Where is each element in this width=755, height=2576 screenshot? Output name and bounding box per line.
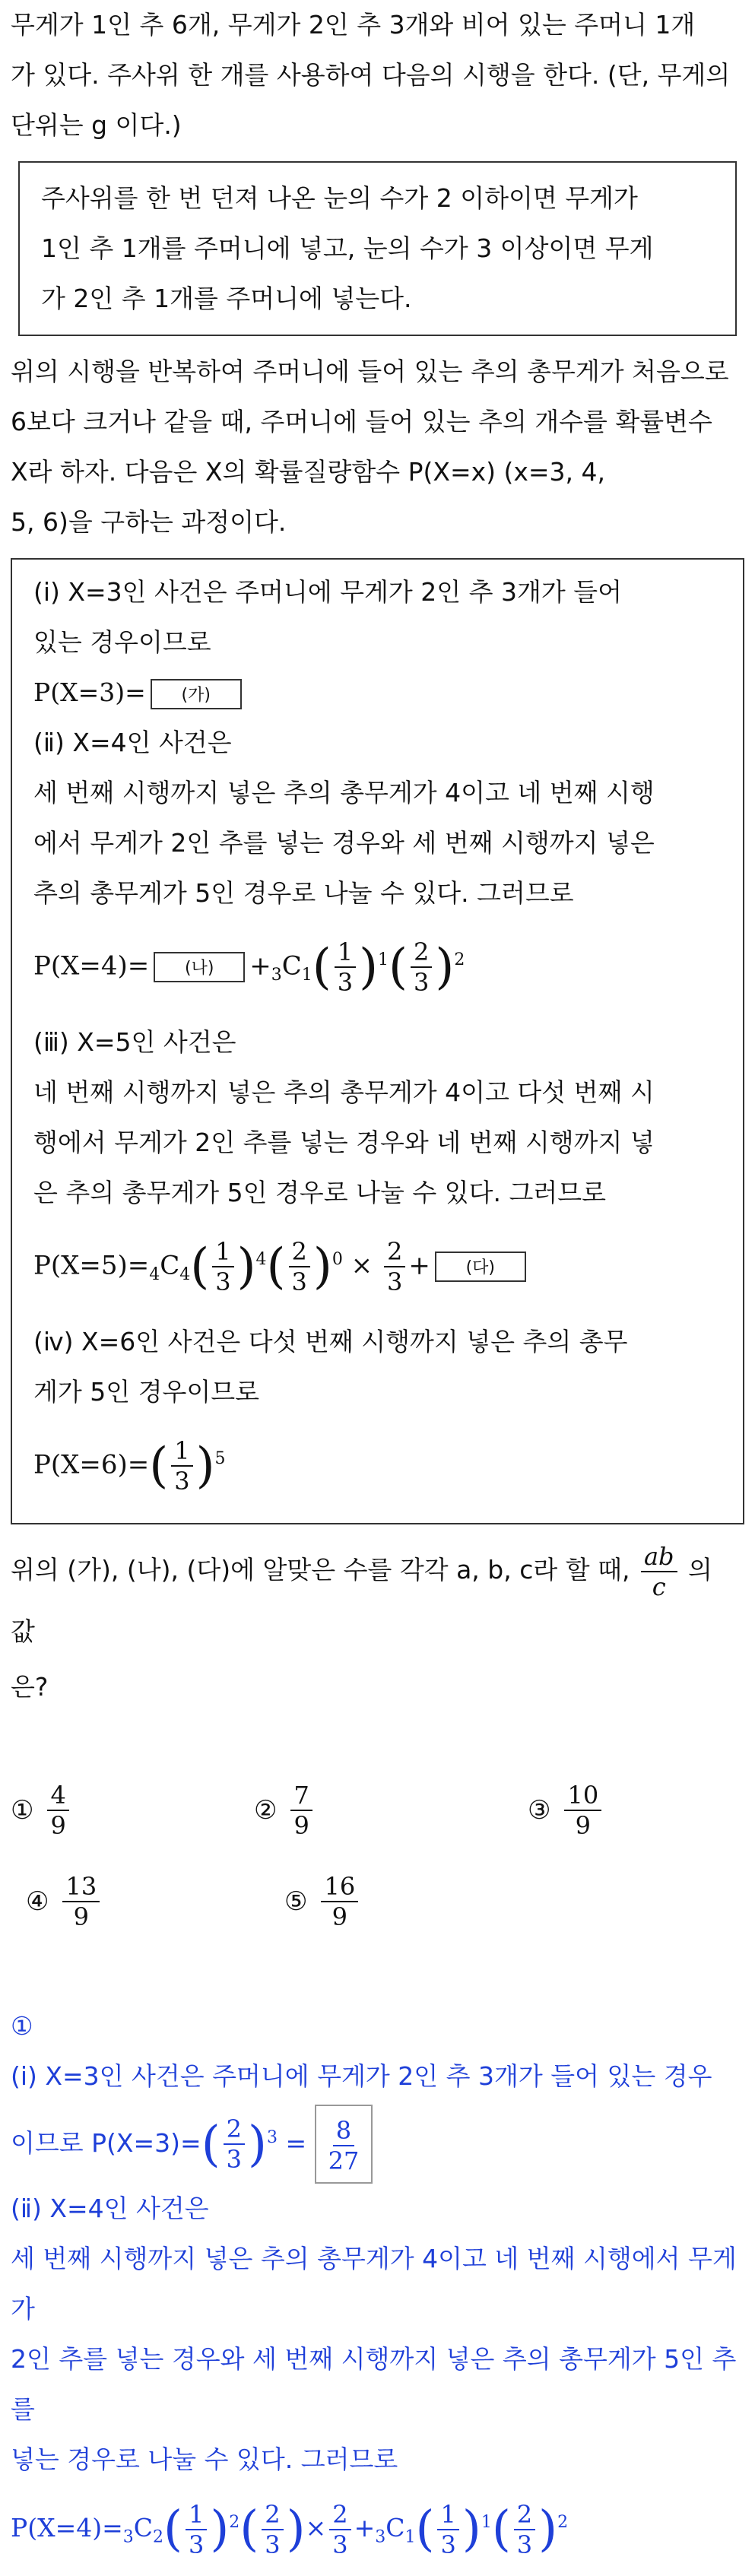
solution-line: 세 번째 시행까지 넣은 추의 총무게가 4이고 네 번째 시행에서 무게가 xyxy=(11,2244,737,2324)
case1-line: 있는 경우이므로 xyxy=(33,627,211,657)
solution-equation: $P(X=4)=_3C_2$( $\frac{1}{3}$ )$^2$( $\frac{2}{3}$ )× $\frac{2}{3}$ $+_3C_1$( $\frac{1}{3}$ )$^1$( $\frac{2}{3}$ )$^2$ xyxy=(11,2499,569,2559)
solution xyxy=(11,2001,744,2576)
question-fraction: $\frac{ab}{c}$ xyxy=(641,1542,677,1601)
statement-line: 6보다 크거나 같을 때, 주머니에 들어 있는 추의 개수를 확률변수 xyxy=(11,407,712,436)
case3-equation: $P(X=5)=_4C_4$( $\frac{1}{3}$ )$^4$( $\frac{2}{3}$ )$^0$ × $\frac{2}{3}$ + (다) xyxy=(33,1218,722,1317)
question xyxy=(11,1540,744,1712)
process-box xyxy=(11,558,744,1524)
choice-5[interactable]: ⑤ $\frac{16}{9}$ xyxy=(284,1872,361,1931)
blank-na: (나) xyxy=(154,952,245,982)
case2-title: (ⅱ) X=4인 사건은 xyxy=(33,728,232,757)
question-line: 은? xyxy=(11,1671,49,1702)
case4-equation: P(X=6)=( $\frac{1}{3}$ )$^5$ xyxy=(33,1436,226,1496)
solution-line: 2인 추를 넣는 경우와 세 번째 시행까지 넣은 추의 총무게가 5인 추를 xyxy=(11,2344,737,2425)
blank-da: (다) xyxy=(435,1252,526,1282)
solution-equation: 이므로 P(X=3)=( $\frac{2}{3}$ )$^3$ = $\frac{8}{27}$ xyxy=(11,2102,744,2184)
case2-equation: P(X=4)= (나) $+_3C_1$( $\frac{1}{3}$ )$^1$( $\frac{2}{3}$ )$^2$ xyxy=(33,937,465,997)
choice-1[interactable]: ① $\frac{4}{9}$ xyxy=(11,1781,72,1840)
choice-3[interactable]: ③ $\frac{10}{9}$ xyxy=(528,1781,604,1840)
case2-line: 세 번째 시행까지 넣은 추의 총무게가 4이고 네 번째 시행 xyxy=(33,778,655,807)
choice-list xyxy=(11,1781,744,1978)
problem-statement xyxy=(11,347,744,547)
case3-line: 네 번째 시행까지 넣은 추의 총무게가 4이고 다섯 번째 시 xyxy=(33,1077,655,1108)
solution-line: (ⅱ) X=4인 사건은 xyxy=(11,2194,209,2224)
rule-box xyxy=(18,161,737,336)
rule-line: 가 2인 추 1개를 주머니에 넣는다. xyxy=(41,284,412,313)
choice-4[interactable]: ④ $\frac{13}{9}$ xyxy=(26,1872,103,1931)
solution-line: (ⅰ) X=3인 사건은 주머니에 무게가 2인 추 3개가 들어 있는 경우 xyxy=(11,2060,712,2091)
case4-line: 게가 5인 경우이므로 xyxy=(33,1377,259,1407)
solution-answer: ① xyxy=(11,2010,33,2041)
case3-line: 은 추의 총무게가 5인 경우로 나눌 수 있다. 그러므로 xyxy=(33,1178,606,1208)
statement-line: 위의 시행을 반복하여 주머니에 들어 있는 추의 총무게가 처음으로 xyxy=(11,357,729,386)
choice-2[interactable]: ② $\frac{7}{9}$ xyxy=(254,1781,316,1840)
answer-box: $\frac{8}{27}$ xyxy=(315,2105,373,2184)
intro-line: 무게가 1인 추 6개, 무게가 2인 추 3개와 비어 있는 주머니 1개 xyxy=(11,10,696,40)
case3-line: 행에서 무게가 2인 추를 넣는 경우와 네 번째 시행까지 넣 xyxy=(33,1128,655,1158)
statement-line: X라 하자. 다음은 X의 확률질량함수 P(X=x) (x=3, 4, xyxy=(11,457,606,487)
statement-line: 5, 6)을 구하는 과정이다. xyxy=(11,507,287,537)
solution-line: 넣는 경우로 나눌 수 있다. 그러므로 xyxy=(11,2444,398,2475)
intro-line: 단위는 g 이다.) xyxy=(11,110,182,140)
problem-intro xyxy=(11,0,744,151)
intro-line: 가 있다. 주사위 한 개를 사용하여 다음의 시행을 한다. (단, 무게의 xyxy=(11,60,731,90)
question-line: 위의 (가), (나), (다)에 알맞은 수를 각각 a, b, c라 할 때, $\frac{ab}{c}$ 의 값 xyxy=(11,1541,712,1646)
rule-line: 1인 추 1개를 주머니에 넣고, 눈의 수가 3 이상이면 무게 xyxy=(41,233,654,263)
case2-line: 에서 무게가 2인 추를 넣는 경우와 세 번째 시행까지 넣은 xyxy=(33,828,655,858)
case3-title: (ⅲ) X=5인 사건은 xyxy=(33,1027,236,1058)
case4-line: (ⅳ) X=6인 사건은 다섯 번째 시행까지 넣은 추의 총무 xyxy=(33,1327,628,1357)
case1-line: (ⅰ) X=3인 사건은 주머니에 무게가 2인 추 3개가 들어 xyxy=(33,577,623,607)
case2-line: 추의 총무게가 5인 경우로 나눌 수 있다. 그러므로 xyxy=(33,878,574,908)
blank-ga: (가) xyxy=(151,679,242,709)
case1-equation: P(X=3)= (가) xyxy=(33,668,722,718)
rule-line: 주사위를 한 번 던져 나온 눈의 수가 2 이하이면 무게가 xyxy=(41,183,638,213)
